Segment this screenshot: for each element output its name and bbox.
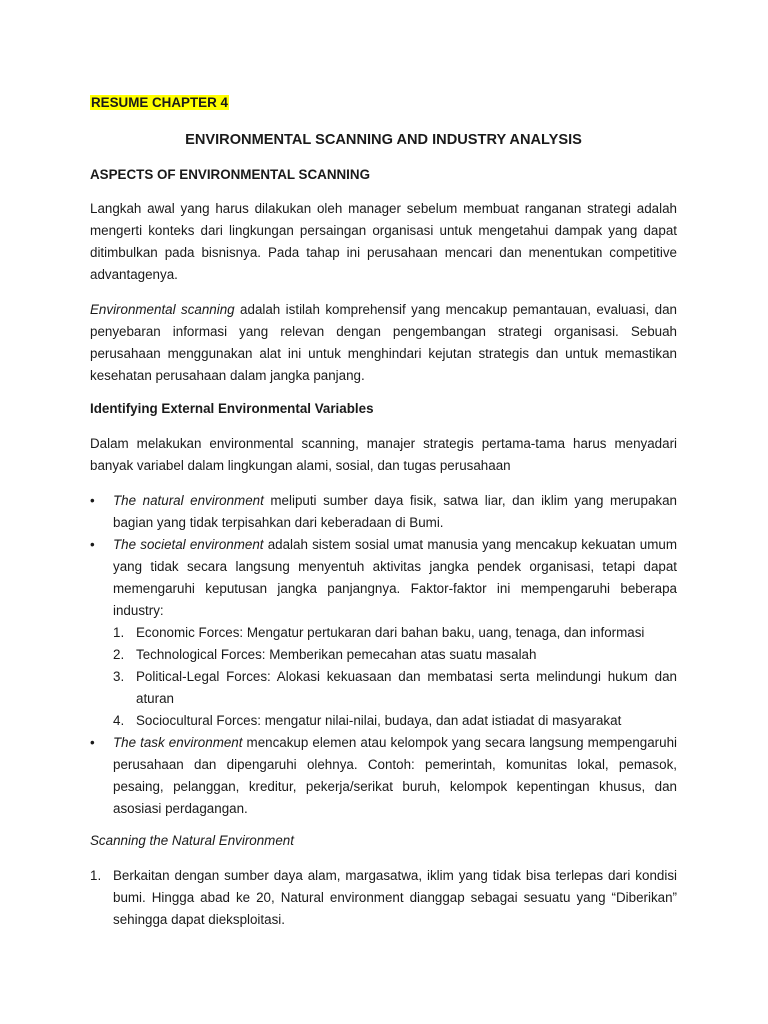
list-item (113, 644, 677, 666)
paragraph-aspects-1: Langkah awal yang harus dilakukan oleh manager sebelum membuat ranganan strategi adalah mengerti konteks dari lingkungan persaingan organisasi untuk mengetahui dampak yang dapat ditimbulkan pada bisnisnya. Pada tahap ini perusahaan mencari dan menentukan competitive advantagenya. (90, 201, 677, 282)
list-item (90, 490, 677, 534)
list-number: 3. (113, 669, 125, 684)
paragraph-aspects-2 (90, 299, 677, 387)
resume-highlight: RESUME CHAPTER 4 (91, 95, 228, 110)
item-text: Berkaitan dengan sumber daya alam, margasatwa, iklim yang tidak bisa terlepas dari kondisi bumi. Hingga abad ke 20, Natural environment dianggap sebagai sesuatu yang “Diberikan” sehingga dapat dieksploitasi. (113, 868, 677, 927)
environment-bullet-list (90, 490, 677, 820)
resume-label (90, 93, 229, 113)
force-text: Technological Forces: Memberikan pemecahan atas suatu masalah (136, 647, 537, 662)
bullet-text: meliputi sumber daya fisik, satwa liar, dan iklim yang merupakan bagian yang tidak terpisahkan dari keberadaan di Bumi. (113, 493, 677, 530)
forces-list (113, 622, 677, 732)
heading-scanning-natural (90, 831, 294, 851)
paragraph-aspects-2-text: adalah istilah komprehensif yang mencakup pemantauan, evaluasi, dan penyebaran informasi yang relevan dengan pengembangan strategi organisasi. Sebuah perusahaan menggunakan alat ini untuk menghindari kejutan strategis dan untuk memastikan kesehatan perusahaan dalam jangka panjang. (90, 302, 677, 383)
bullet-term: The societal environment (113, 537, 264, 552)
heading-aspects: ASPECTS OF ENVIRONMENTAL SCANNING (90, 167, 370, 182)
list-number: 4. (113, 713, 125, 728)
force-text: Political-Legal Forces: Alokasi kekuasaan dan membatasi serta melindungi hukum dan aturan (136, 669, 677, 706)
scanning-natural-list (90, 865, 677, 931)
paragraph-identifying-intro: Dalam melakukan environmental scanning, manajer strategis pertama-tama harus menyadari banyak variabel dalam lingkungan alami, sosial, dan tugas perusahaan (90, 436, 677, 473)
list-number: 1. (90, 868, 102, 883)
list-item (90, 534, 677, 732)
heading-identifying: Identifying External Environmental Variables (90, 401, 374, 416)
bullet-icon: • (90, 537, 95, 552)
bullet-icon: • (90, 493, 95, 508)
list-number: 2. (113, 647, 125, 662)
force-text: Sociocultural Forces: mengatur nilai-nilai, budaya, dan adat istiadat di masyarakat (136, 713, 622, 728)
document-title: ENVIRONMENTAL SCANNING AND INDUSTRY ANALYSIS (185, 132, 582, 148)
heading-scanning-natural-text: Scanning the Natural Environment (90, 833, 294, 848)
bullet-term: The natural environment (113, 493, 264, 508)
force-text: Economic Forces: Mengatur pertukaran dari bahan baku, uang, tenaga, dan informasi (136, 625, 645, 640)
list-item (90, 732, 677, 820)
list-item (90, 865, 677, 931)
bullet-term: The task environment (113, 735, 243, 750)
list-item (113, 710, 677, 732)
bullet-icon: • (90, 735, 95, 750)
list-number: 1. (113, 625, 125, 640)
bullet-text: adalah sistem sosial umat manusia yang mencakup kekuatan umum yang tidak secara langsung menyentuh aktivitas jangka pendek organisasi, tetapi dapat memengaruhi keputusan jangka panjangnya. Faktor-faktor ini mempengaruhi beberapa industry: (113, 537, 678, 618)
list-item (113, 666, 677, 710)
list-item (113, 622, 677, 644)
bullet-text: mencakup elemen atau kelompok yang secara langsung mempengaruhi perusahaan dan dipengaruhi olehnya. Contoh: pemerintah, komunitas lokal, pemasok, pesaing, pelanggan, kreditur, pekerja/serikat buruh, kelompok kepentingan khusus, dan asosiasi perdagangan. (113, 735, 677, 816)
term-environmental-scanning: Environmental scanning (90, 302, 235, 317)
